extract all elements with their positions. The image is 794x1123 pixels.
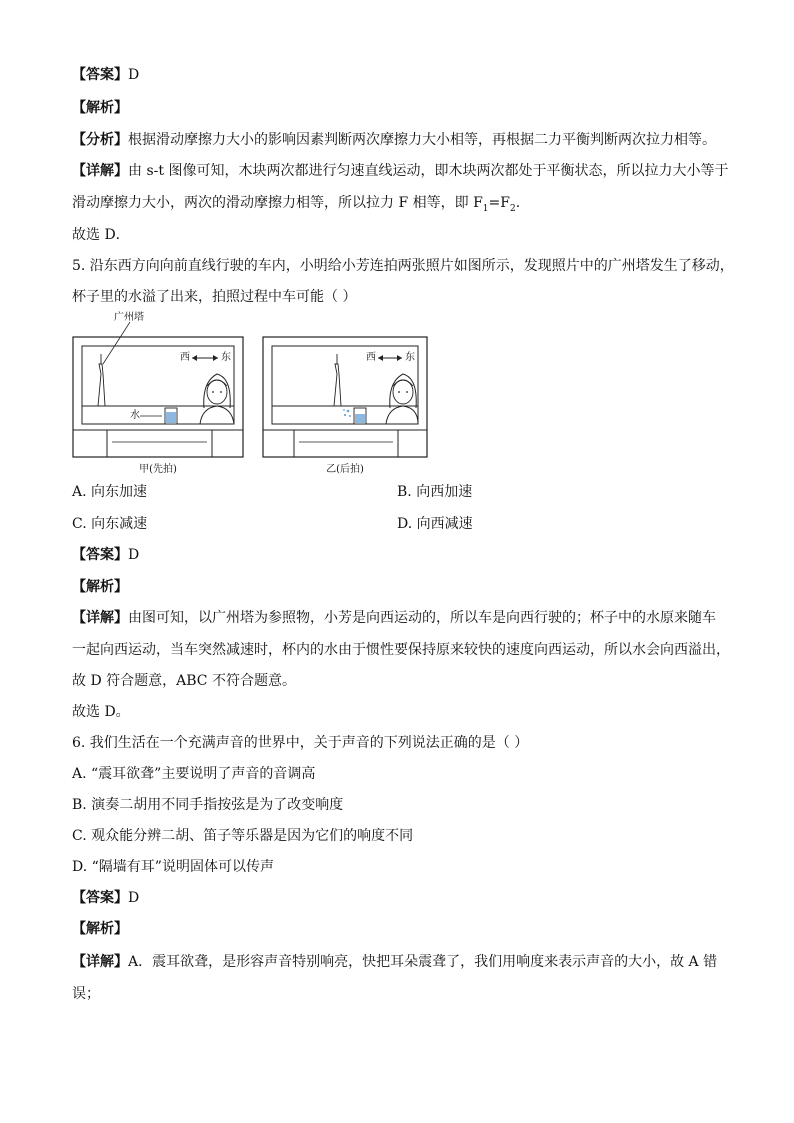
panel-a xyxy=(73,322,243,457)
splash-icon xyxy=(343,409,351,417)
caption-b: 乙(后拍) xyxy=(326,464,364,475)
analysis-tag: 【解析】 xyxy=(72,921,128,937)
q5-option-b: B. 向西加速 xyxy=(397,484,473,500)
detail-text: 由 s-t 图像可知，木块两次都进行匀速直线运动，即木块两次都处于平衡状态，所以拉力大小等于 xyxy=(128,163,729,179)
q4-detail-line-1 xyxy=(72,161,728,181)
tower-pointer xyxy=(103,322,130,364)
q6-detail-line-1 xyxy=(72,952,717,972)
q4-answer-line xyxy=(72,65,139,85)
q6-detail-line-2: 误； xyxy=(72,986,100,1002)
q6-option-c: C. 观众能分辨二胡、笛子等乐器是因为它们的响度不同 xyxy=(72,828,414,844)
q4-analysis-heading xyxy=(72,98,128,118)
analysis-tag: 【解析】 xyxy=(72,100,128,116)
answer-value: D xyxy=(128,547,140,563)
fenxi-text: 根据滑动摩擦力大小的影响因素判断两次摩擦力大小相等，再根据二力平衡判断两次拉力相等。 xyxy=(128,132,716,148)
q5-stem-line-1: 5. 沿东西方向向前直线行驶的车内，小明给小芳连拍两张照片如图所示，发现照片中的广州塔发生了移动， xyxy=(72,258,734,274)
q5-conclusion: 故选 D。 xyxy=(72,704,130,720)
q4-conclusion: 故选 D． xyxy=(72,227,130,243)
detail-tag: 【详解】 xyxy=(72,954,128,970)
analysis-tag: 【解析】 xyxy=(72,579,128,595)
tower-label: 广州塔 xyxy=(114,312,144,323)
q6-answer-line xyxy=(72,888,139,908)
q4-fenxi-line xyxy=(72,130,716,150)
tower-icon xyxy=(334,354,341,406)
q6-option-b: B. 演奏二胡用不同手指按弦是为了改变响度 xyxy=(72,797,344,813)
direction-arrow-icon xyxy=(378,355,402,361)
east-label: 东 xyxy=(221,352,231,363)
detail-tag: 【详解】 xyxy=(72,163,128,179)
q5-figure xyxy=(72,312,432,477)
q6-stem: 6. 我们生活在一个充满声音的世界中，关于声音的下列说法正确的是（ ） xyxy=(72,735,529,751)
fenxi-tag: 【分析】 xyxy=(72,132,128,148)
detail-text: 由图可知，以广州塔为参照物，小芳是向西运动的，所以车是向西行驶的；杯子中的水原来随车 xyxy=(128,610,716,626)
detail-text: 滑动摩擦力大小，两次的滑动摩擦力相等，所以拉力 F 相等，即 F xyxy=(72,195,483,211)
answer-value: D xyxy=(128,890,140,906)
q5-option-d: D. 向西减速 xyxy=(397,516,473,532)
q5-stem-line-2: 杯子里的水溢了出来，拍照过程中车可能（ ） xyxy=(72,289,357,305)
cup-icon xyxy=(165,408,177,424)
detail-text: . xyxy=(515,195,521,211)
q5-figure-drawing xyxy=(72,312,432,462)
girl-icon xyxy=(386,374,418,424)
q6-analysis-heading xyxy=(72,919,128,939)
answer-value: D xyxy=(128,67,140,83)
answer-tag: 【答案】 xyxy=(72,547,128,563)
answer-tag: 【答案】 xyxy=(72,67,128,83)
cup-icon xyxy=(354,408,366,424)
subscript: 1 xyxy=(482,203,489,214)
east-label: 东 xyxy=(405,352,415,363)
q6-option-d: D. “隔墙有耳”说明固体可以传声 xyxy=(72,859,274,875)
caption-a: 甲(先拍) xyxy=(139,464,177,475)
q5-detail-line-2: 一起向西运动，当车突然减速时，杯内的水由于惯性要保持原来较快的速度向西运动，所以水会向西溢出， xyxy=(72,642,730,658)
q4-detail-line-2 xyxy=(72,193,520,219)
subscript: 2 xyxy=(509,203,516,214)
q5-detail-line-1 xyxy=(72,608,716,628)
q5-detail-line-3: 故 D 符合题意，ABC 不符合题意。 xyxy=(72,673,296,689)
detail-tag: 【详解】 xyxy=(72,610,128,626)
q5-answer-line xyxy=(72,545,139,565)
detail-text: A．震耳欲聋，是形容声音特别响亮，快把耳朵震聋了，我们用响度来表示声音的大小，故 A 错 xyxy=(128,954,718,970)
answer-tag: 【答案】 xyxy=(72,890,128,906)
q5-analysis-heading xyxy=(72,577,128,597)
west-label: 西 xyxy=(366,352,376,363)
girl-icon xyxy=(200,374,234,424)
west-label: 西 xyxy=(180,352,190,363)
water-label: 水 xyxy=(130,410,140,421)
direction-arrow-icon xyxy=(192,355,218,361)
q6-option-a: A. “震耳欲聋”主要说明了声音的音调高 xyxy=(72,766,316,782)
q5-option-c: C. 向东减速 xyxy=(72,516,148,532)
detail-text: =F xyxy=(488,195,510,211)
q5-option-a: A. 向东加速 xyxy=(72,484,148,500)
